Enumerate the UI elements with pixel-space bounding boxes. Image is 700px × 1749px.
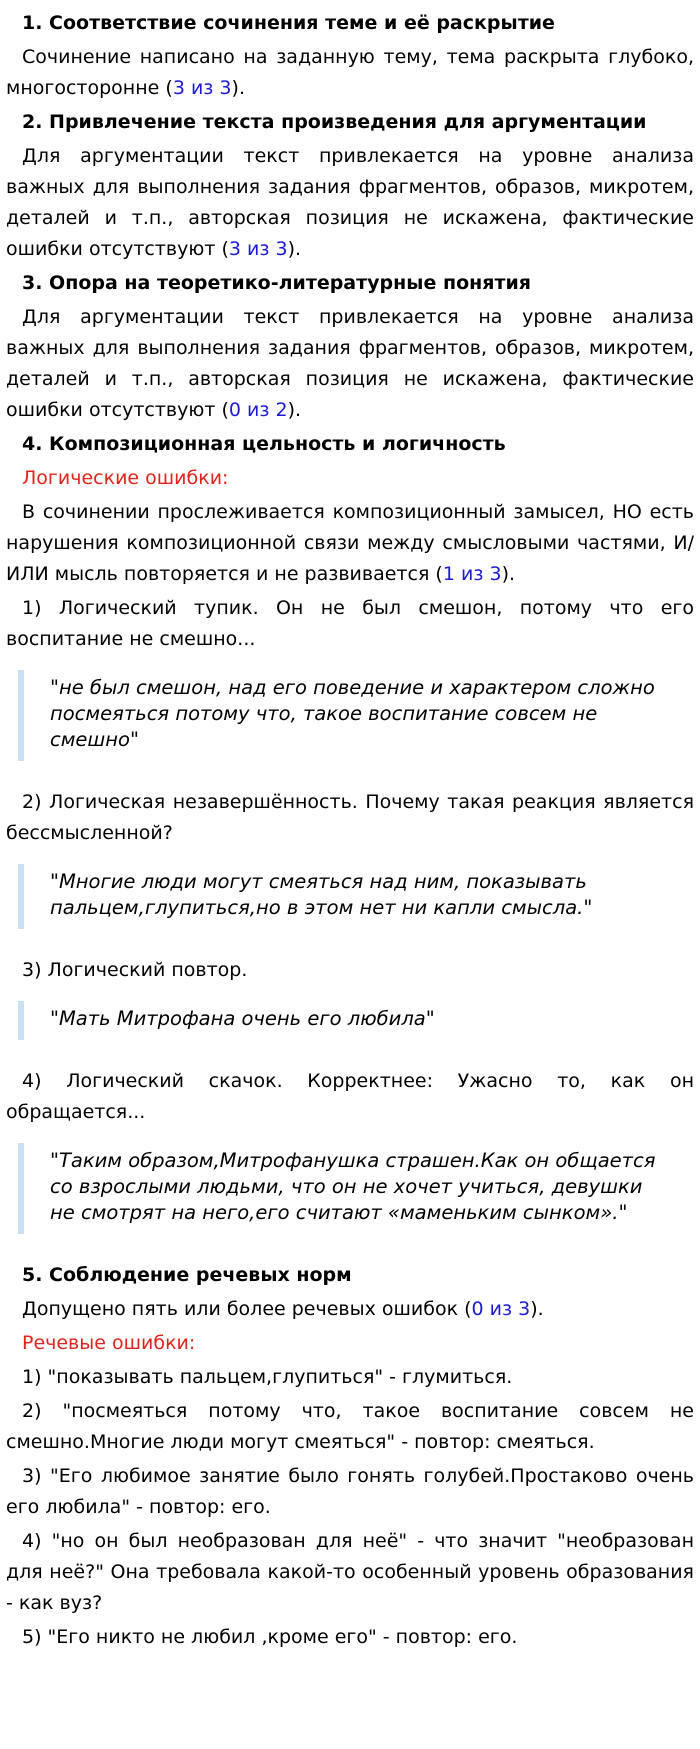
criterion-4-score: 1 из 3: [442, 563, 502, 585]
essay-quote: [18, 864, 694, 929]
logical-error-comment: 2) Логическая незавершённость. Почему такая реакция является бессмысленной?: [6, 791, 694, 844]
criterion-4-heading: 4. Композиционная цельность и логичность: [22, 433, 506, 455]
quote-line: "Таким образом,Митрофанушка страшен.Как он общается: [50, 1149, 656, 1172]
criterion-3-heading: 3. Опора на теоретико-литературные понятия: [22, 272, 531, 294]
quote-line: "не был смешон, над его поведение и характером сложно: [50, 676, 655, 699]
logical-error-comment: 3) Логический повтор.: [22, 959, 248, 981]
criterion-4-text: В сочинении прослеживается композиционный замысел, НО есть нарушения композиционной связи между смысловыми частями, И/ИЛИ мысль повторяется и не развивается (1 из 3).: [6, 501, 694, 585]
speech-error-item: 1) "показывать пальцем,глупиться" - глумиться.: [22, 1366, 513, 1388]
quote-line: "Многие люди могут смеяться над ним, показывать: [50, 870, 587, 893]
speech-errors-label: Речевые ошибки:: [22, 1332, 196, 1354]
criterion-1-text: Сочинение написано на заданную тему, тема раскрыта глубоко, многосторонне (3 из 3).: [6, 46, 694, 99]
quote-line: не смотрят на него,его считают «маменьким сынком».": [50, 1201, 628, 1224]
criterion-1-score: 3 из 3: [172, 77, 232, 99]
logical-error-comment: 1) Логический тупик. Он не был смешон, потому что его воспитание не смешно...: [6, 597, 694, 650]
criterion-2-text: Для аргументации текст привлекается на уровне анализа важных для выполнения задания фрагментов, образов, микротем, деталей и т.п., авторская позиция не искажена, фактические ошибки отсутствуют (3 из 3).: [6, 145, 694, 260]
criterion-2-score: 3 из 3: [228, 238, 288, 260]
criterion-5-score: 0 из 3: [471, 1298, 531, 1320]
logical-errors-label: Логические ошибки:: [22, 467, 229, 489]
criterion-5-heading: 5. Соблюдение речевых норм: [22, 1264, 352, 1286]
logical-error-comment: 4) Логический скачок. Корректнее: Ужасно то, как он обращается...: [6, 1070, 694, 1123]
speech-error-item: 3) "Его любимое занятие было гонять голубей.Простаково очень его любила" - повтор: его.: [6, 1465, 694, 1518]
criterion-1-heading: 1. Соответствие сочинения теме и её раскрытие: [22, 12, 555, 34]
quote-line: со взрослыми людьми, что он не хочет учиться, девушки: [50, 1175, 643, 1198]
criterion-5-text: Допущено пять или более речевых ошибок (0 из 3).: [22, 1298, 544, 1320]
quote-line: "Мать Митрофана очень его любила": [50, 1007, 435, 1030]
quote-line: посмеяться потому что, такое воспитание совсем не: [50, 702, 598, 725]
quote-line: смешно": [50, 728, 139, 751]
speech-error-item: 2) "посмеяться потому что, такое воспитание совсем не смешно.Многие люди могут смеяться" - повтор: смеяться.: [6, 1400, 694, 1453]
speech-error-item: 4) "но он был необразован для неё" - что значит "необразован для неё?" Она требовала какой-то особенный уровень образования - как вуз?: [6, 1530, 694, 1614]
speech-error-item: 5) "Его никто не любил ,кроме его" - повтор: его.: [22, 1626, 518, 1648]
essay-quote: [18, 1001, 694, 1040]
criterion-3-text: Для аргументации текст привлекается на уровне анализа важных для выполнения задания фрагментов, образов, микротем, деталей и т.п., авторская позиция не искажена, фактические ошибки отсутствуют (0 из 2).: [6, 306, 694, 421]
quote-line: пальцем,глупиться,но в этом нет ни капли смысла.": [50, 896, 593, 919]
essay-quote: [18, 670, 694, 761]
criterion-3-score: 0 из 2: [228, 399, 288, 421]
essay-quote: [18, 1143, 694, 1234]
criterion-2-heading: 2. Привлечение текста произведения для аргументации: [22, 111, 647, 133]
